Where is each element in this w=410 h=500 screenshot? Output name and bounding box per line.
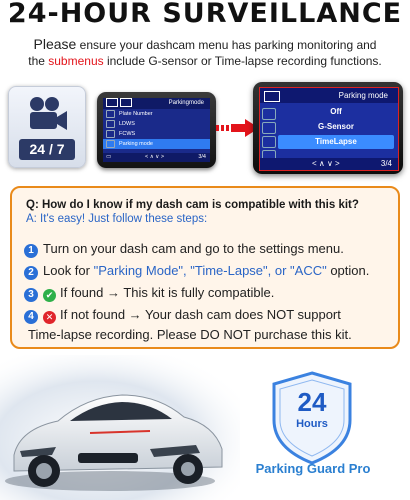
parking-option-timelapse[interactable]: TimeLapse [278, 135, 394, 149]
lane-icon [106, 120, 115, 128]
intro-line2: include G-sensor or Time-lapse recording functions. [103, 54, 382, 68]
parking-menu-title: Parking mode [338, 91, 388, 100]
dashcam-device [97, 92, 216, 168]
shield-number: 24 [297, 387, 327, 417]
page-indicator: 3/4 [198, 154, 206, 160]
check-icon: ✔ [43, 289, 56, 302]
parking-option-gsensor[interactable]: G-Sensor [317, 122, 354, 131]
compatibility-faq [10, 186, 400, 349]
menu-icon [264, 91, 280, 102]
step-4: 4 ✕ If not found → Your dash cam does NOT support [24, 305, 341, 325]
step-number: 3 [24, 288, 38, 302]
dashcam-menu-item[interactable]: FCWS [103, 129, 210, 139]
side-icon [262, 122, 276, 134]
parking-menu-footer [260, 158, 398, 170]
parking-option-off[interactable]: Off [330, 107, 342, 116]
step-3: 3 ✔ If found → This kit is fully compatible. [24, 283, 274, 303]
intro-line1: ensure your dashcam menu has parking monitoring and [76, 38, 377, 52]
intro-the: the [28, 54, 49, 68]
faq-question: Q: How do I know if my dash cam is compatible with this kit? [26, 199, 359, 211]
settings-icon [120, 98, 132, 107]
faq-answer-intro: A: It's easy! Just follow these steps: [26, 213, 208, 225]
step-number: 4 [24, 310, 38, 324]
step-1: 1 Turn on your dash cam and go to the settings menu. [24, 239, 344, 259]
dashcam-menu-header [103, 98, 210, 109]
page-indicator: 3/4 [380, 159, 392, 168]
dashcam-menu-item-selected[interactable]: Parking mode [103, 139, 210, 149]
step-number: 1 [24, 244, 38, 258]
video-camera-icon [27, 95, 69, 135]
page-title: 24-HOUR SURVEILLANCE [7, 0, 403, 29]
parking-icon [106, 140, 115, 148]
nav-arrows: < ∧ ∨ > [312, 159, 340, 168]
intro-text [10, 36, 400, 69]
intro-submenus: submenus [48, 54, 104, 68]
nav-arrows: < ∧ ∨ > [145, 154, 165, 160]
sports-car-image [0, 355, 240, 500]
step-4-continued: Time-lapse recording. Please DO NOT purchase this kit. [28, 327, 352, 342]
dashcam-menu-item[interactable]: LDWS [103, 119, 210, 129]
cross-icon: ✕ [43, 311, 56, 324]
shield-text: Hours [296, 418, 328, 430]
intro-please: Please [33, 36, 77, 52]
side-icon [262, 136, 276, 148]
step-2: 2 Look for "Parking Mode", "Time-Lapse", or "ACC" option. [24, 261, 369, 281]
parking-menu-header [260, 88, 398, 103]
dashcam-menu-footer [103, 153, 210, 162]
step-number: 2 [24, 266, 38, 280]
battery-icon: ▭ [106, 154, 112, 160]
parking-mode-menu [259, 87, 399, 171]
surveillance-badge [8, 86, 86, 168]
badge-label: 24 / 7 [19, 139, 75, 160]
dashcam-screen [103, 98, 210, 162]
brand-name: Parking Guard Pro [255, 461, 371, 476]
zoomed-dashcam-screen [253, 82, 403, 174]
collision-icon [106, 130, 115, 138]
side-icon [262, 108, 276, 120]
plate-icon [106, 110, 115, 118]
dashcam-menu-item[interactable]: Plate Number [103, 109, 210, 119]
dashcam-menu-title: Parkingmode [168, 100, 204, 106]
menu-icon [106, 98, 118, 107]
